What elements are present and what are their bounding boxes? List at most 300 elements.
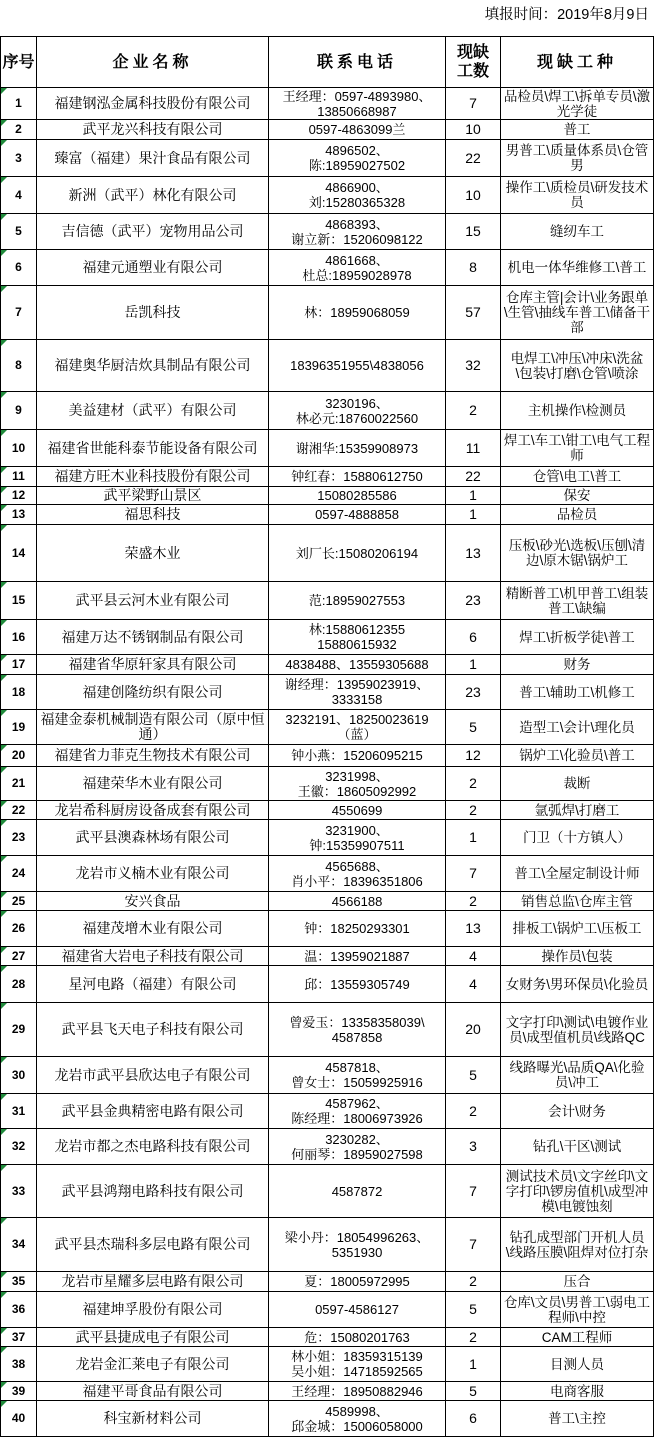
jobs-cell <box>501 1272 654 1291</box>
phone-cell <box>269 856 446 891</box>
count-cell <box>446 1057 501 1093</box>
table-row <box>1 88 654 120</box>
serial-cell <box>1 620 37 654</box>
serial-number: 39 <box>11 1383 26 1398</box>
jobs-cell <box>501 710 654 744</box>
phone-cell <box>269 177 446 213</box>
company-name: 福建奥华厨洁炊具制品有限公司 <box>54 357 251 373</box>
jobs-cell <box>501 525 654 581</box>
table-row <box>1 820 654 856</box>
count-cell <box>446 140 501 176</box>
vacancy-count: 6 <box>469 628 477 645</box>
phone-cell <box>269 430 446 466</box>
count-cell <box>446 1218 501 1271</box>
serial-number: 10 <box>11 440 26 455</box>
vacancy-jobs: 目测人员 <box>550 1356 604 1372</box>
jobs-cell <box>501 655 654 674</box>
serial-number: 28 <box>11 976 26 991</box>
phone-cell <box>269 1401 446 1436</box>
vacancy-jobs: 精断普工\机甲普工\组装普工\缺编 <box>505 585 649 616</box>
company-name: 龙岩市武平县欣达电子有限公司 <box>54 1066 251 1083</box>
header-jobs-cell <box>501 37 654 87</box>
jobs-cell <box>501 286 654 339</box>
number-as-text-indicator-icon <box>1 177 7 183</box>
company-name: 福建万达不锈钢制品有限公司 <box>61 628 244 645</box>
vacancy-count: 13 <box>465 544 481 561</box>
vacancy-count: 12 <box>465 747 481 763</box>
table-row <box>1 620 654 655</box>
contact-phone: 钟：18250293301 <box>304 921 410 936</box>
serial-cell <box>1 1094 37 1128</box>
phone-cell <box>269 710 446 744</box>
serial-cell <box>1 856 37 891</box>
count-cell <box>446 1129 501 1164</box>
table-row <box>1 214 654 250</box>
count-cell <box>446 1094 501 1128</box>
serial-number: 1 <box>15 96 22 110</box>
table-body <box>1 88 654 1437</box>
phone-cell <box>269 620 446 654</box>
company-name: 武平县云河木业有限公司 <box>75 592 230 608</box>
vacancy-jobs: 仓库\文员\男普工\弱电工程师\中控 <box>503 1294 651 1325</box>
jobs-cell <box>501 467 654 486</box>
phone-cell <box>269 1057 446 1093</box>
serial-cell <box>1 1057 37 1093</box>
number-as-text-indicator-icon <box>1 1382 7 1388</box>
number-as-text-indicator-icon <box>1 856 7 862</box>
table-row <box>1 1165 654 1218</box>
table-row <box>1 525 654 582</box>
number-as-text-indicator-icon <box>1 1094 7 1100</box>
vacancy-count: 10 <box>465 186 481 203</box>
vacancy-jobs: 焊工\折板学徒\普工 <box>519 629 635 645</box>
phone-cell <box>269 505 446 524</box>
count-cell <box>446 525 501 581</box>
count-cell <box>446 430 501 466</box>
contact-phone: 林：18959068059 <box>304 305 410 320</box>
serial-cell <box>1 340 37 391</box>
contact-phone: 林小姐：18359315139 吴小姐：14718592565 <box>291 1349 423 1379</box>
contact-phone: 4861668、 杜总:18959028978 <box>302 252 412 283</box>
contact-phone: 4838488、13559305688 <box>285 657 429 672</box>
phone-cell <box>269 1292 446 1327</box>
table-header-row <box>1 37 654 88</box>
serial-cell <box>1 525 37 581</box>
vacancy-count: 3 <box>469 1138 477 1154</box>
header-count-cell <box>446 37 501 87</box>
serial-number: 20 <box>11 748 26 762</box>
table-row <box>1 1218 654 1272</box>
serial-number: 19 <box>11 719 26 734</box>
contact-phone: 0597-4586127 <box>315 1302 399 1317</box>
header-jobs: 现缺工种 <box>536 53 617 71</box>
company-name: 福建省力菲克生物技术有限公司 <box>54 747 251 763</box>
number-as-text-indicator-icon <box>1 88 7 94</box>
jobs-cell <box>501 505 654 524</box>
table-row <box>1 655 654 675</box>
vacancy-count: 23 <box>465 683 481 700</box>
number-as-text-indicator-icon <box>1 582 7 588</box>
serial-number: 4 <box>15 187 22 202</box>
serial-cell <box>1 767 37 800</box>
company-cell <box>37 88 269 119</box>
table-row <box>1 392 654 430</box>
vacancy-jobs: 操作员\包装 <box>541 948 613 964</box>
contact-phone: 0597-4888858 <box>315 507 399 522</box>
jobs-cell <box>501 487 654 504</box>
jobs-cell <box>501 620 654 654</box>
number-as-text-indicator-icon <box>1 966 7 972</box>
vacancy-count: 5 <box>469 718 477 735</box>
phone-cell <box>269 340 446 391</box>
company-cell <box>37 1129 269 1164</box>
table-row <box>1 1347 654 1382</box>
vacancy-count: 1 <box>469 487 477 503</box>
table-row <box>1 1272 654 1292</box>
vacancy-count: 2 <box>469 402 477 418</box>
company-cell <box>37 947 269 965</box>
serial-cell <box>1 675 37 709</box>
table-row <box>1 340 654 392</box>
company-cell <box>37 1292 269 1327</box>
count-cell <box>446 710 501 744</box>
contact-phone: 0597-4863099兰 <box>308 122 406 137</box>
phone-cell <box>269 286 446 339</box>
jobs-cell <box>501 430 654 466</box>
contact-phone: 3230196、 林必元:18760022560 <box>295 395 419 426</box>
vacancy-jobs: 男普工\质量体系员\仓管男 <box>505 143 649 173</box>
table-row <box>1 1129 654 1165</box>
number-as-text-indicator-icon <box>1 947 7 953</box>
count-cell <box>446 286 501 339</box>
contact-phone: 林:15880612355 15880615932 <box>308 622 406 652</box>
company-cell <box>37 801 269 819</box>
company-name: 武平县飞天电子科技有限公司 <box>61 1021 244 1037</box>
serial-cell <box>1 177 37 213</box>
vacancy-count: 1 <box>469 829 477 845</box>
company-cell <box>37 620 269 654</box>
jobs-cell <box>501 856 654 891</box>
number-as-text-indicator-icon <box>1 655 7 661</box>
count-cell <box>446 392 501 429</box>
company-cell <box>37 286 269 339</box>
jobs-cell <box>501 820 654 855</box>
serial-number: 13 <box>11 507 26 521</box>
table-row <box>1 140 654 177</box>
serial-number: 2 <box>15 122 22 136</box>
contact-phone: 18396351955\4838056 <box>290 358 424 373</box>
company-name: 星河电路（福建）有限公司 <box>68 975 237 992</box>
count-cell <box>446 745 501 766</box>
company-name: 武平县捷成电子有限公司 <box>75 1328 230 1345</box>
count-cell <box>446 214 501 249</box>
table-row <box>1 675 654 710</box>
count-cell <box>446 892 501 910</box>
serial-number: 17 <box>11 657 26 671</box>
serial-number: 18 <box>11 684 26 699</box>
serial-number: 27 <box>11 948 26 963</box>
table-row <box>1 430 654 467</box>
serial-number: 9 <box>15 403 22 417</box>
vacancy-count: 2 <box>469 1328 477 1345</box>
serial-cell <box>1 487 37 504</box>
number-as-text-indicator-icon <box>1 214 7 220</box>
vacancy-jobs: 会计\财务 <box>548 1103 606 1119</box>
serial-number: 14 <box>11 545 26 560</box>
header-count: 现缺工数 <box>456 44 489 80</box>
phone-cell <box>269 1328 446 1346</box>
number-as-text-indicator-icon <box>1 1003 7 1009</box>
company-cell <box>37 487 269 504</box>
number-as-text-indicator-icon <box>1 1165 7 1171</box>
header-phone-cell <box>269 37 446 87</box>
header-phone: 联系电话 <box>316 53 397 71</box>
phone-cell <box>269 675 446 709</box>
jobs-cell <box>501 966 654 1002</box>
contact-phone: 邱：13559305749 <box>304 976 410 992</box>
company-name: 武平县金典精密电路有限公司 <box>61 1102 244 1119</box>
serial-number: 22 <box>11 802 26 817</box>
company-cell <box>37 214 269 249</box>
serial-number: 40 <box>11 1411 26 1425</box>
company-cell <box>37 1347 269 1381</box>
vacancy-jobs: 压合 <box>563 1274 591 1289</box>
phone-cell <box>269 1003 446 1056</box>
vacancy-jobs: 普工 <box>563 122 591 137</box>
serial-number: 36 <box>11 1302 26 1316</box>
table-row <box>1 911 654 947</box>
company-name: 武平龙兴科技有限公司 <box>82 121 223 137</box>
number-as-text-indicator-icon <box>1 286 7 292</box>
count-cell <box>446 582 501 619</box>
phone-cell <box>269 655 446 674</box>
number-as-text-indicator-icon <box>1 340 7 346</box>
jobs-cell <box>501 801 654 819</box>
table-row <box>1 710 654 745</box>
company-name: 福建元通塑业有限公司 <box>82 259 223 275</box>
number-as-text-indicator-icon <box>1 675 7 681</box>
company-cell <box>37 505 269 524</box>
jobs-cell <box>501 140 654 176</box>
serial-number: 16 <box>11 629 26 644</box>
vacancy-jobs: 普工\辅助工\机修工 <box>519 684 635 700</box>
company-cell <box>37 745 269 766</box>
serial-number: 6 <box>15 260 22 274</box>
number-as-text-indicator-icon <box>1 911 7 917</box>
company-cell <box>37 392 269 429</box>
count-cell <box>446 767 501 800</box>
contact-phone: 4566188 <box>331 893 383 909</box>
count-cell <box>446 120 501 139</box>
count-cell <box>446 675 501 709</box>
number-as-text-indicator-icon <box>1 1129 7 1135</box>
company-cell <box>37 1382 269 1400</box>
contact-phone: 危：15080201763 <box>304 1329 410 1345</box>
number-as-text-indicator-icon <box>1 820 7 826</box>
serial-number: 37 <box>11 1329 26 1344</box>
serial-cell <box>1 430 37 466</box>
jobs-cell <box>501 177 654 213</box>
company-name: 福思科技 <box>124 506 181 522</box>
serial-number: 24 <box>11 866 26 880</box>
company-name: 福建平哥食品有限公司 <box>82 1382 223 1399</box>
jobs-cell <box>501 214 654 249</box>
company-cell <box>37 467 269 486</box>
vacancy-jobs: 仓管\电工\普工 <box>532 469 622 484</box>
company-cell <box>37 710 269 744</box>
jobs-cell <box>501 1328 654 1346</box>
vacancy-jobs: 电商客服 <box>550 1383 604 1399</box>
jobs-cell <box>501 1165 654 1217</box>
serial-cell <box>1 1129 37 1164</box>
vacancy-count: 7 <box>469 1236 477 1252</box>
phone-cell <box>269 911 446 946</box>
company-name: 福建省华原轩家具有限公司 <box>68 656 237 672</box>
count-cell <box>446 505 501 524</box>
header-serial: 序号 <box>2 53 35 71</box>
number-as-text-indicator-icon <box>1 710 7 716</box>
company-name: 龙岩市义楠木业有限公司 <box>75 865 230 881</box>
company-cell <box>37 856 269 891</box>
count-cell <box>446 88 501 119</box>
count-cell <box>446 1165 501 1217</box>
count-cell <box>446 1272 501 1291</box>
number-as-text-indicator-icon <box>1 505 7 511</box>
contact-phone: 王经理：0597-4893980、 13850668987 <box>282 88 432 119</box>
phone-cell <box>269 892 446 910</box>
company-cell <box>37 140 269 176</box>
company-name: 龙岩市都之杰电路科技有限公司 <box>54 1138 251 1154</box>
contact-phone: 谢湘华:15359908973 <box>295 440 419 456</box>
company-name: 福建荣华木业有限公司 <box>82 775 223 791</box>
vacancy-jobs: 锅炉工\化验员\普工 <box>519 748 635 763</box>
phone-cell <box>269 1129 446 1164</box>
phone-cell <box>269 767 446 800</box>
contact-phone: 梁小丹：18054996263、 5351930 <box>284 1229 430 1260</box>
company-name: 臻富（福建）果汁食品有限公司 <box>54 149 251 166</box>
table-row <box>1 505 654 525</box>
vacancy-jobs: 氩弧焊\打磨工 <box>534 802 620 818</box>
serial-number: 25 <box>11 893 26 908</box>
serial-number: 33 <box>11 1183 26 1198</box>
contact-phone: 曾爱玉：13358358039\ 4587858 <box>289 1014 425 1045</box>
table-row <box>1 1328 654 1347</box>
contact-phone: 4868393、 谢立新：15206098122 <box>291 216 423 247</box>
count-cell <box>446 250 501 285</box>
number-as-text-indicator-icon <box>1 250 7 256</box>
company-name: 荣盛木业 <box>124 544 181 561</box>
company-name: 福建钢泓金属科技股份有限公司 <box>54 95 251 111</box>
vacancy-jobs: 焊工\车工\钳工\电气工程师 <box>503 433 651 463</box>
company-name: 福建省世能科泰节能设备有限公司 <box>47 439 258 456</box>
serial-number: 38 <box>11 1356 26 1371</box>
vacancy-count: 22 <box>465 149 481 166</box>
serial-cell <box>1 892 37 910</box>
number-as-text-indicator-icon <box>1 892 7 898</box>
contact-phone: 3231900、 钟:15359907511 <box>309 822 405 853</box>
jobs-cell <box>501 1129 654 1164</box>
jobs-cell <box>501 392 654 429</box>
jobs-cell <box>501 1347 654 1381</box>
vacancy-count: 8 <box>469 259 477 275</box>
number-as-text-indicator-icon <box>1 1218 7 1224</box>
vacancy-jobs: 文字打印\测试\电镀作业员\成型值机员\线路QC <box>505 1014 649 1045</box>
company-cell <box>37 911 269 946</box>
vacancy-jobs: 保安 <box>563 488 591 503</box>
number-as-text-indicator-icon <box>1 120 7 126</box>
table-row <box>1 1401 654 1437</box>
phone-cell <box>269 487 446 504</box>
contact-phone: 4896502、 陈:18959027502 <box>308 143 406 173</box>
serial-number: 34 <box>11 1237 26 1251</box>
table-row <box>1 947 654 966</box>
jobs-cell <box>501 1218 654 1271</box>
number-as-text-indicator-icon <box>1 430 7 436</box>
company-cell <box>37 250 269 285</box>
company-cell <box>37 1094 269 1128</box>
company-cell <box>37 525 269 581</box>
table-row <box>1 856 654 892</box>
vacancy-count: 32 <box>465 357 481 373</box>
vacancy-count: 5 <box>469 1301 477 1317</box>
company-cell <box>37 675 269 709</box>
count-cell <box>446 1401 501 1436</box>
company-cell <box>37 767 269 800</box>
phone-cell <box>269 250 446 285</box>
phone-cell <box>269 214 446 249</box>
count-cell <box>446 856 501 891</box>
contact-phone: 4866900、 刘:15280365328 <box>308 180 406 210</box>
vacancy-count: 7 <box>469 95 477 111</box>
serial-cell <box>1 140 37 176</box>
company-cell <box>37 1328 269 1346</box>
number-as-text-indicator-icon <box>1 140 7 146</box>
serial-cell <box>1 710 37 744</box>
company-cell <box>37 892 269 910</box>
company-name: 福建坤孚股份有限公司 <box>82 1301 223 1317</box>
company-cell <box>37 1057 269 1093</box>
phone-cell <box>269 120 446 139</box>
vacancy-count: 23 <box>465 592 481 608</box>
vacancy-count: 15 <box>465 223 481 239</box>
vacancy-jobs: 操作工\质检员\研发技术员 <box>505 180 649 210</box>
count-cell <box>446 1292 501 1327</box>
serial-number: 31 <box>11 1103 26 1118</box>
vacancy-jobs: 测试技术员\文字丝印\文字打印\锣房值机\成型冲模\电镀蚀刻 <box>505 1168 649 1214</box>
vacancy-count: 4 <box>469 947 477 964</box>
serial-number: 29 <box>11 1022 26 1036</box>
vacancy-jobs: 女财务\男环保员\化验员 <box>505 976 649 992</box>
serial-cell <box>1 1003 37 1056</box>
company-name: 福建方旺木业科技股份有限公司 <box>54 468 251 484</box>
contact-phone: 3231998、 王徽：18605092992 <box>297 768 417 799</box>
vacancy-jobs: 品检员 <box>556 507 598 522</box>
serial-number: 21 <box>11 776 26 790</box>
table-row <box>1 966 654 1003</box>
vacancy-jobs: 钻孔成型部门开机人员\线路压膜\阻焊对位打杂 <box>505 1229 649 1260</box>
jobs-cell <box>501 1292 654 1327</box>
serial-cell <box>1 1328 37 1346</box>
vacancy-count: 6 <box>469 1410 477 1426</box>
vacancy-jobs: 门卫（十方镇人） <box>523 830 631 845</box>
table-row <box>1 582 654 620</box>
vacancy-count: 1 <box>469 506 477 522</box>
count-cell <box>446 820 501 855</box>
jobs-cell <box>501 582 654 619</box>
serial-cell <box>1 947 37 965</box>
phone-cell <box>269 947 446 965</box>
phone-cell <box>269 1218 446 1271</box>
